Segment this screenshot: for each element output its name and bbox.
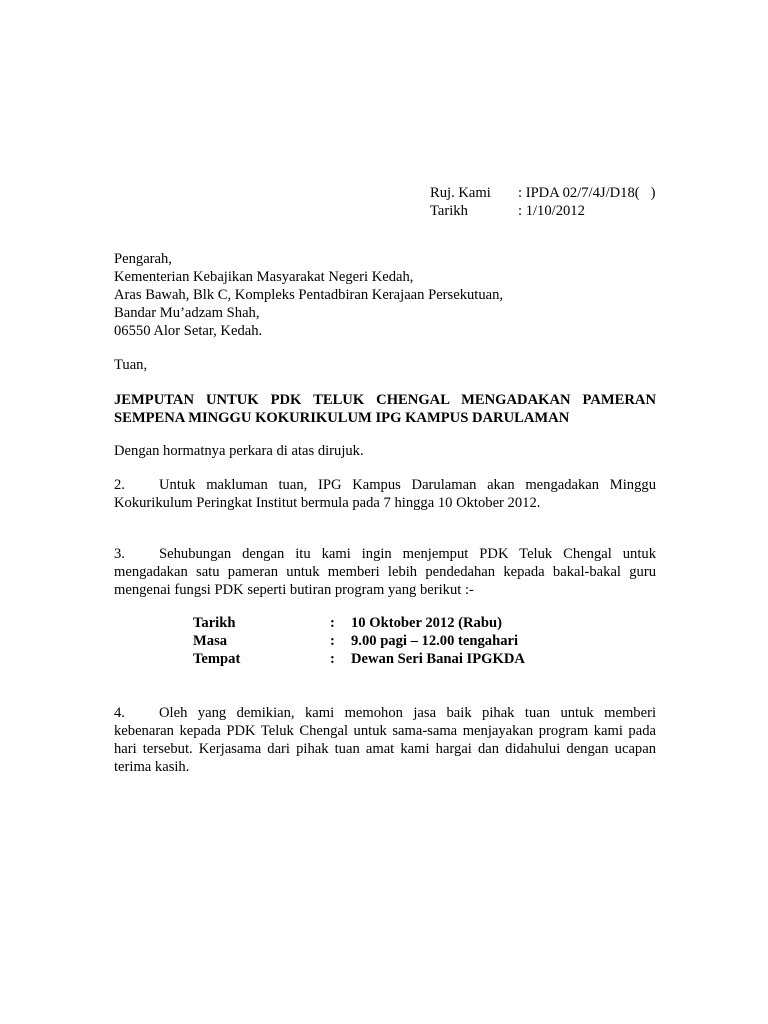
detail-label: Tarikh (193, 615, 236, 631)
paragraph-2 (114, 476, 656, 512)
letter-subject (114, 391, 656, 427)
recipient-line: Kementerian Kebajikan Masyarakat Negeri Kedah, (114, 269, 414, 285)
paragraph-line: terima kasih. (114, 759, 190, 775)
recipient-line: Bandar Mu’adzam Shah, (114, 305, 260, 321)
paragraph-4 (114, 704, 656, 776)
detail-row-tarikh (193, 614, 525, 632)
salutation: Tuan, (114, 357, 148, 373)
paragraph-line (114, 476, 656, 494)
detail-label: Masa (193, 633, 228, 649)
reference-block (430, 184, 655, 220)
reference-row-ruj (430, 184, 655, 202)
paragraph-number: 2. (114, 477, 125, 493)
paragraph-number: 3. (114, 546, 125, 562)
paragraph-line: kebenaran kepada PDK Teluk Chengal untuk sama-sama menjayakan program kami pada (114, 723, 656, 739)
paragraph-line: mengenai fungsi PDK seperti butiran program yang berikut :- (114, 582, 474, 598)
subject-line: JEMPUTAN UNTUK PDK TELUK CHENGAL MENGADAKAN PAMERAN (114, 392, 656, 408)
program-details (193, 614, 525, 668)
detail-value: 9.00 pagi – 12.00 tengahari (351, 633, 519, 649)
reference-row-tarikh (430, 202, 655, 220)
reference-tarikh-value: : 1/10/2012 (518, 203, 585, 219)
reference-tarikh-label: Tarikh (430, 203, 468, 219)
paragraph-number: 4. (114, 705, 125, 721)
detail-value: Dewan Seri Banai IPGKDA (351, 651, 525, 667)
reference-ruj-value: : IPDA 02/7/4J/D18( ) (518, 185, 656, 201)
detail-row-tempat (193, 650, 525, 668)
detail-colon: : (330, 633, 335, 649)
paragraph-text: Oleh yang demikian, kami memohon jasa baik pihak tuan untuk memberi (159, 705, 656, 721)
paragraph-line (114, 545, 656, 563)
paragraph-text: Sehubungan dengan itu kami ingin menjemput PDK Teluk Chengal untuk (159, 546, 656, 562)
paragraph-line: Kokurikulum Peringkat Institut bermula pada 7 hingga 10 Oktober 2012. (114, 495, 541, 511)
paragraph-3 (114, 545, 656, 599)
recipient-line: Aras Bawah, Blk C, Kompleks Pentadbiran Kerajaan Persekutuan, (114, 287, 504, 303)
reference-ruj-label: Ruj. Kami (430, 185, 491, 201)
detail-colon: : (330, 651, 335, 667)
detail-label: Tempat (193, 651, 241, 667)
paragraph-text: Untuk makluman tuan, IPG Kampus Darulaman akan mengadakan Minggu (159, 477, 656, 493)
subject-line: SEMPENA MINGGU KOKURIKULUM IPG KAMPUS DARULAMAN (114, 410, 570, 426)
recipient-address (114, 250, 503, 340)
detail-row-masa (193, 632, 525, 650)
paragraph-line: hari tersebut. Kerjasama dari pihak tuan amat kami hargai dan didahului dengan ucapan (114, 741, 656, 757)
detail-colon: : (330, 615, 335, 631)
paragraph-line: mengadakan satu pameran untuk memberi lebih pendedahan kepada bakal-bakal guru (114, 564, 656, 580)
recipient-line: Pengarah, (114, 251, 172, 267)
intro-sentence: Dengan hormatnya perkara di atas dirujuk. (114, 443, 364, 459)
recipient-line: 06550 Alor Setar, Kedah. (114, 323, 263, 339)
paragraph-line (114, 704, 656, 722)
detail-value: 10 Oktober 2012 (Rabu) (351, 615, 502, 631)
